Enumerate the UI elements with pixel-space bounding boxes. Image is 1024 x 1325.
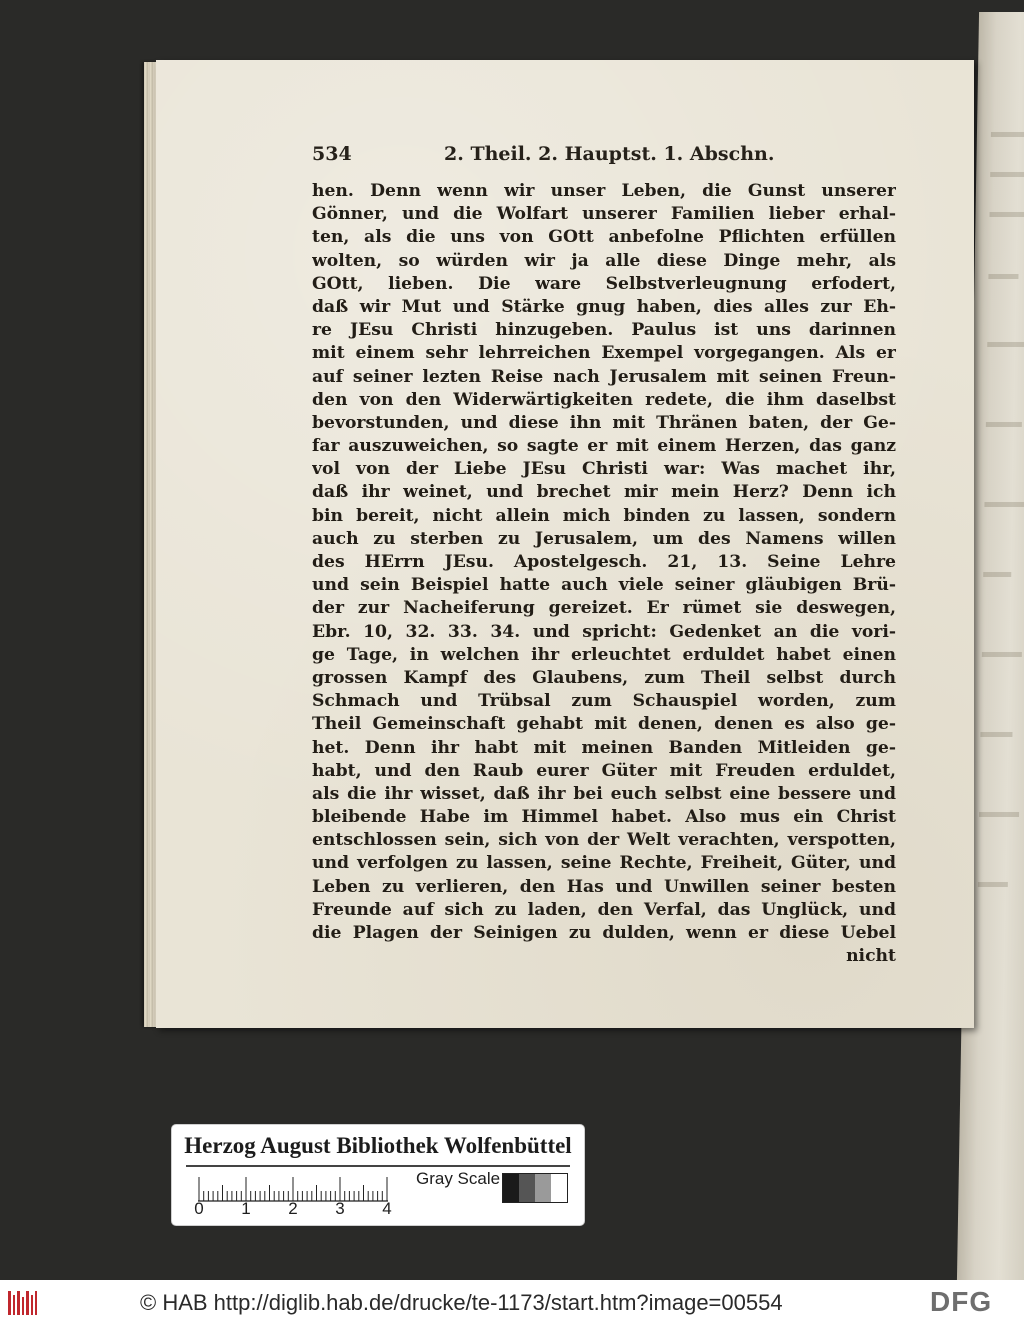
text-line: entschlossen sein, sich von der Welt verachten, verspotten,	[312, 830, 896, 851]
text-line: auch zu sterben zu Jerusalem, um des Namens willen	[312, 528, 896, 549]
gray-swatch	[551, 1174, 567, 1202]
ruler-number: 0	[194, 1199, 204, 1218]
text-line: far auszuweichen, so sagte er mit einem Herzen, das ganz	[312, 436, 896, 457]
text-line: wolten, so würden wir ja alle diese Dinge mehr, als	[312, 250, 896, 271]
text-line: Schmach und Trübsal zum Schauspiel worden, zum	[312, 691, 896, 712]
text-line: daß ihr weinet, und brechet mir mein Herz? Denn ich	[312, 482, 896, 503]
ruler-number: 3	[335, 1199, 345, 1218]
text-line: Ebr. 10, 32. 33. 34. und spricht: Gedenket an die vori-	[312, 621, 896, 642]
text-line: den von den Widerwärtigkeiten redete, die ihm daselbst	[312, 389, 896, 410]
gray-swatch	[519, 1174, 535, 1202]
ruler-number: 2	[288, 1199, 298, 1218]
chapter-reference: 2. Theil. 2. Hauptst. 1. Abschn.	[444, 143, 775, 165]
text-line: habt, und den Raub eurer Güter mit Freuden erduldet,	[312, 760, 896, 781]
text-line: vol von der Liebe JEsu Christi war: Was machet ihr,	[312, 459, 896, 480]
library-name: Herzog August Bibliothek Wolfenbüttel	[184, 1133, 572, 1158]
text-line: bin bereit, nicht allein mich binden zu lassen, sondern	[312, 505, 896, 526]
text-line: die Plagen der Seinigen zu dulden, wenn er diese Uebel	[312, 923, 896, 943]
ruler-number: 4	[382, 1199, 392, 1218]
text-line: und sein Beispiel hatte auch viele seiner gläubigen Brü-	[312, 575, 896, 596]
text-line: und verfolgen zu lassen, seine Rechte, Freiheit, Güter, und	[312, 853, 896, 874]
catchword: nicht	[846, 946, 896, 967]
text-line: GOtt, lieben. Die ware Selbstverleugnung erfodert,	[312, 273, 896, 294]
text-line: auf seiner lezten Reise nach Jerusalem mit seinen Freun-	[312, 366, 896, 387]
text-line: ge Tage, in welchen ihr erleuchtet erduldet habet einen	[312, 644, 896, 665]
text-line: daß wir Mut und Stärke gnug haben, dies alles zur Eh-	[312, 296, 896, 317]
text-line: bevorstunden, und diese ihn mit Thränen baten, der Ge-	[312, 412, 896, 433]
ruler-number: 1	[241, 1199, 251, 1218]
gray-swatch	[503, 1174, 519, 1202]
text-line: des HErrn JEsu. Apostelgesch. 21, 13. Seine Lehre	[312, 552, 896, 572]
label-divider	[186, 1165, 570, 1167]
gray-swatch	[535, 1174, 551, 1202]
footer-bar	[0, 1280, 1024, 1325]
page-body-text	[312, 180, 896, 968]
text-line: bleibende Habe im Himmel habet. Also mus ein Christ	[312, 807, 896, 828]
text-line: Leben zu verlieren, den Has und Unwillen seiner besten	[312, 876, 896, 897]
text-line: als die ihr wisset, daß ihr bei euch selbst eine bessere und	[312, 783, 896, 804]
hab-logo-icon[interactable]	[6, 1287, 38, 1319]
text-line: ten, als die uns von GOtt anbefolne Pflichten erfüllen	[312, 227, 896, 248]
text-line: het. Denn ihr habt mit meinen Banden Mitleiden ge-	[312, 737, 896, 758]
text-line: hen. Denn wenn wir unser Leben, die Gunst unserer	[312, 181, 896, 201]
copyright-url-link[interactable]: © HAB http://diglib.hab.de/drucke/te-1173/start.htm?image=00554	[140, 1290, 783, 1315]
text-line: der zur Nacheiferung gereizet. Er rümet sie deswegen,	[312, 598, 896, 619]
text-line: mit einem sehr lehrreichen Exempel vorgegangen. Als er	[312, 343, 896, 364]
text-line: re JEsu Christi hinzugeben. Paulus ist uns darinnen	[312, 320, 896, 341]
dfg-logo[interactable]: DFG	[930, 1286, 993, 1317]
gray-scale-chart	[502, 1173, 568, 1203]
text-line: Freunde auf sich zu laden, den Verfal, das Unglück, und	[312, 899, 896, 920]
page-number: 534	[312, 143, 352, 165]
text-line: Theil Gemeinschaft gehabt mit denen, denen es also ge-	[312, 714, 896, 735]
running-head	[312, 143, 892, 173]
gray-scale-label: Gray Scale	[416, 1169, 501, 1188]
text-line: Gönner, und die Wolfart unserer Familien lieber erhal-	[312, 204, 896, 225]
text-line: grossen Kampf des Glaubens, zum Theil selbst durch	[312, 667, 896, 688]
